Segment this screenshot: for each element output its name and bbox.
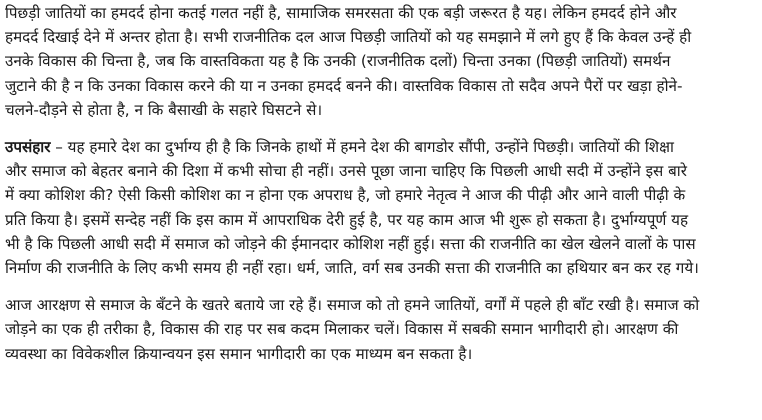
paragraph-2-line-2: और समाज को बेहतर बनाने की दिशा में कभी सोचा ही नहीं। उनसे पूछा जाना चाहिए कि पिछली आधी सदी में उन्होंने इस बारे bbox=[5, 162, 687, 181]
paragraph-1 bbox=[5, 1, 758, 122]
paragraph-3 bbox=[5, 293, 758, 366]
paragraph-1-line-1: पिछड़ी जातियों का हमदर्द होना कतई गलत नहीं है, सामाजिक समरसता की एक बड़ी जरूरत है यह। लेकिन हमदर्द होने और bbox=[5, 4, 677, 22]
paragraph-3-line-1: आज आरक्षण से समाज के बँटने के खतरे बताये जा रहे हैं। समाज को तो हमने जातियों, वर्गों में पहले ही बाँट रखी है। समाज को bbox=[5, 296, 700, 315]
paragraph-conclusion bbox=[5, 135, 758, 280]
paragraph-1-line-4: जुटाने की है न कि उनका विकास करने की या न उनका हमदर्द बनने की। वास्तविक विकास तो सदैव अपने पैरों पर खड़ा होने- bbox=[5, 76, 683, 95]
paragraph-2-line-5: भी है कि पिछली आधी सदी में समाज को जोड़ने की ईमानदार कोशिश नहीं हुई। सत्ता की राजनीति का खेल खेलने वालों के पास bbox=[5, 234, 696, 253]
paragraph-3-line-3: व्यवस्था का विवेकशील क्रियान्वयन इस समान भागीदारी का एक माध्यम बन सकता है। bbox=[5, 344, 473, 363]
paragraph-gap bbox=[5, 280, 758, 293]
conclusion-heading: उपसंहार bbox=[5, 138, 51, 157]
paragraph-gap bbox=[5, 122, 758, 135]
paragraph-3-line-2: जोड़ने का एक ही तरीका है, विकास की राह पर सब कदम मिलाकर चलें। विकास में सबकी समान भागीदारी हो। आरक्षण की bbox=[5, 320, 679, 339]
paragraph-2-line-4: प्रति किया है। इसमें सन्देह नहीं कि इस काम में आपराधिक देरी हुई है, पर यह काम आज भी शुरू हो सकता है। दुर्भाग्यपूर्ण यह bbox=[5, 210, 689, 229]
paragraph-2-line-6: निर्माण की राजनीति के लिए कभी समय ही नहीं रहा। धर्म, जाति, वर्ग सब उनकी सत्ता की राजनीति का हथियार बन कर रह गये। bbox=[5, 259, 699, 278]
paragraph-1-line-3: उनके विकास की चिन्ता है, जब कि वास्तविकता यह है कि उनकी (राजनीतिक दलों) चिन्ता उनका (पिछड़ी जातियों) समर्थन bbox=[5, 52, 671, 71]
paragraph-1-line-5: चलने-दौड़ने से होता है, न कि बैसाखी के सहारे घिसटने से। bbox=[5, 100, 323, 119]
paragraph-1-line-2: हमदर्द दिखाई देने में अन्तर होता है। सभी राजनीतिक दल आज पिछड़ी जातियों को यह समझाने में लगे हुए हैं कि केवल उन्हें ही bbox=[5, 28, 692, 47]
paragraph-2-line-1: – यह हमारे देश का दुर्भाग्य ही है कि जिनके हाथों में हमने देश की बागडोर सौंपी, उन्होंने पिछड़ी। जातियों की शिक्षा bbox=[50, 138, 674, 157]
paragraph-2-line-3: में क्या कोशिश की? ऐसी किसी कोशिश का न होना एक अपराध है, जो हमारे नेतृत्व ने आज की पीढ़ी और आने वाली पीढ़ी के bbox=[5, 186, 686, 205]
